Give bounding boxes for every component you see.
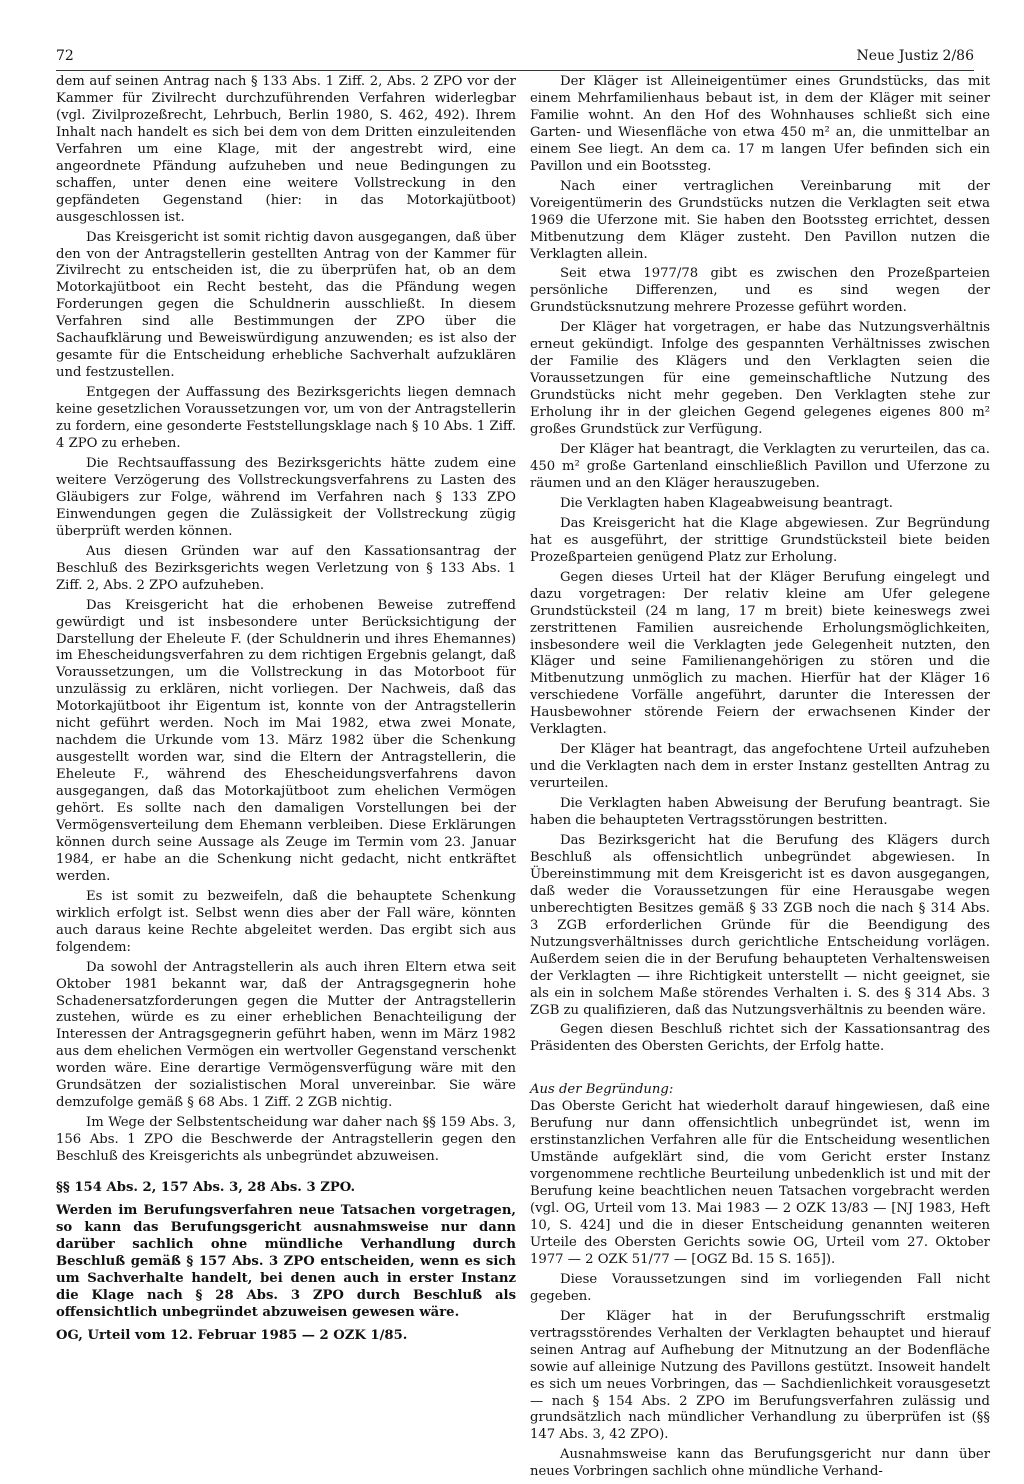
ruling-headnote: Werden im Berufungsverfahren neue Tatsachen vorgetragen, so kann das Berufungsgericht ausnahmsweise nur dann darüber sachlich ohne mündliche Verhandlung durch Beschluß gemäß § 157 Abs. 3 ZPO entscheiden, wenn es sich um Sachverhalte handelt, bei denen auch in erster Instanz die Klage nach § 28 Abs. 3 ZPO durch Beschluß als offensichtlich unbegründet abzuweisen gewesen wäre. [56, 1203, 516, 1320]
paragraph: dem auf seinen Antrag nach § 133 Abs. 1 Ziff. 2, Abs. 2 ZPO vor der Kammer für Zivilrecht durchzuführenden Verfahren widerlegbar (vgl. Zivilprozeßrecht, Lehrbuch, Berlin 1980, S. 462, 492). Ihrem Inhalt nach handelt es sich bei dem von dem Dritten einzuleitenden Verfahren um eine Klage, mit der angestrebt wird, eine angeordnete Pfändung aufzuheben und neue Bedingungen zu schaffen, unter denen eine weitere Vollstreckung in den gepfändeten Gegenstand (hier: in das Motorkajütboot) ausgeschlossen ist. [56, 74, 516, 225]
ruling-source: OG, Urteil vom 12. Februar 1985 — 2 OZK 1/85. [56, 1327, 408, 1343]
paragraph: Das Kreisgericht hat die erhobenen Beweise zutreffend gewürdigt und ist insbesondere unter Berücksichtigung der Darstellung der Eheleute F. (der Schuldnerin und ihres Ehemannes) im Ehescheidungsverfahren zu dem richtigen Ergebnis gelangt, daß Voraussetzungen, um die Vollstreckung in das Motorboot für unzulässig zu erklären, nicht vorliegen. Der Nachweis, daß das Motorkajütboot ihr Eigentum ist, konnte von der Antragstellerin nicht geführt werden. Noch im Mai 1982, etwa zwei Monate, nachdem die Urkunde vom 13. März 1982 über die Schenkung ausgestellt worden war, sind die Eltern der Antragstellerin, die Eheleute F., während des Ehescheidungsverfahrens davon ausgegangen, daß das Motorkajütboot zum ehelichen Vermögen gehört. Es sollte nach den damaligen Vorstellungen bei der Vermögensverteilung dem Ehemann verbleiben. Diese Erklärungen können durch seine Aussage als Zeuge im Termin vom 23. Januar 1984, er habe an die Schenkung nicht gedacht, nicht entkräftet werden. [56, 597, 516, 884]
paragraph: Entgegen der Auffassung des Bezirksgerichts liegen demnach keine gesetzlichen Voraussetzungen vor, um von der Antragstellerin zu fordern, eine gesonderte Feststellungsklage nach § 10 Abs. 1 Ziff. 4 ZPO zu erheben. [56, 385, 516, 452]
paragraph: Gegen diesen Beschluß richtet sich der Kassationsantrag des Präsidenten des Obersten Gerichts, der Erfolg hatte. [530, 1022, 990, 1055]
paragraph: Die Rechtsauffassung des Bezirksgerichts hätte zudem eine weitere Verzögerung des Vollstreckungsverfahrens zu Lasten des Gläubigers zur Folge, während im Verfahren nach § 133 ZPO Einwendungen gegen die Zulässigkeit der Vollstreckung zügig überprüft werden können. [56, 455, 516, 539]
ruling-heading: §§ 154 Abs. 2, 157 Abs. 3, 28 Abs. 3 ZPO. [56, 1180, 356, 1196]
paragraph: Seit etwa 1977/78 gibt es zwischen den Prozeßparteien persönliche Differenzen, und es sind wegen der Grundstücksnutzung mehrere Prozesse geführt worden. [530, 266, 990, 316]
paragraph: Nach einer vertraglichen Vereinbarung mit der Voreigentümerin des Grundstücks nutzen die Verklagten seit etwa 1969 die Uferzone mit. Sie haben den Bootssteg errichtet, dessen Mitbenutzung dem Kläger zusteht. Den Pavillon nutzen die Verklagten allein. [530, 178, 990, 262]
paragraph: Das Kreisgericht ist somit richtig davon ausgegangen, daß über den von der Antragstellerin gestellten Antrag von der Kammer für Zivilrecht zu entscheiden ist, die zu überprüfen hat, ob an dem Motorkajütboot ein Recht besteht, das die Pfändung wegen Forderungen gegen die Schuldnerin ausschließt. In diesem Verfahren sind alle Bestimmungen der ZPO über die Sachaufklärung und Beweiswürdigung anzuwenden; es ist also der gesamte für die Entscheidung erhebliche Sachverhalt aufzuklären und festzustellen. [56, 229, 516, 381]
paragraph: Der Kläger hat beantragt, das angefochtene Urteil aufzuheben und die Verklagten nach dem in erster Instanz gestellten Antrag zu verurteilen. [530, 742, 990, 792]
journal-issue: Neue Justiz 2/86 [856, 48, 974, 64]
header-rule [56, 70, 974, 71]
paragraph: Im Wege der Selbstentscheidung war daher nach §§ 159 Abs. 3, 156 Abs. 1 ZPO die Beschwerde der Antragstellerin gegen den Beschluß des Kreisgerichts als unbegründet abzuweisen. [56, 1115, 516, 1165]
paragraph: Der Kläger hat beantragt, die Verklagten zu verurteilen, das ca. 450 m² große Gartenland einschließlich Pavillon und Uferzone zu räumen und an den Kläger herauszugeben. [530, 442, 990, 491]
paragraph: Diese Voraussetzungen sind im vorliegenden Fall nicht gegeben. [530, 1271, 990, 1304]
left-column [56, 74, 516, 1348]
paragraph: Das Kreisgericht hat die Klage abgewiesen. Zur Begründung hat es ausgeführt, der strittige Grundstücksteil biete beiden Prozeßparteien genügend Platz zur Erholung. [530, 515, 990, 565]
paragraph: Gegen dieses Urteil hat der Kläger Berufung eingelegt und dazu vorgetragen: Der relativ kleine am Ufer gelegene Grundstücksteil (24 m lang, 17 m breit) biete keineswegs zwei zerstrittenen Familien ausreichende Erholungsmöglichkeiten, insbesondere weil die Verklagten jede Gelegenheit nutzten, den Kläger und seine Familienangehörigen zu stören und die Mitbenutzung unmöglich zu machen. Hierfür hat der Kläger 16 verschiedene Vorfälle angeführt, darunter die Interessen der Hausbewohner störende Feiern der erwachsenen Kinder der Verklagten. [530, 569, 990, 738]
paragraph: Das Oberste Gericht hat wiederholt darauf hingewiesen, daß eine Berufung nur dann offensichtlich unbegründet ist, wenn im erstinstanzlichen Verfahren alle für die Entscheidung wesentlichen Umstände aufgeklärt sind, die vom Gericht erster Instanz vorgenommene rechtliche Beurteilung unbedenklich ist und mit der Berufung keine beachtlichen neuen Tatsachen vorgebracht werden (vgl. OG, Urteil vom 13. Mai 1983 — 2 OZK 13/83 — [NJ 1983, Heft 10, S. 424] und die in dieser Entscheidung genannten weiteren Urteile des Obersten Gerichts sowie OG, Urteil vom 27. Oktober 1977 — 2 OZK 51/77 — [OGZ Bd. 15 S. 165]). [530, 1099, 990, 1267]
paragraph: Es ist somit zu bezweifeln, daß die behauptete Schenkung wirklich erfolgt ist. Selbst wenn dies aber der Fall wäre, könnten auch daraus keine Rechte abgeleitet werden. Das ergibt sich aus folgendem: [56, 888, 516, 955]
paragraph: Die Verklagten haben Klageabweisung beantragt. [560, 495, 893, 511]
paragraph: Der Kläger ist Alleineigentümer eines Grundstücks, das mit einem Mehrfamilienhaus bebaut ist, in dem der Kläger mit seiner Familie wohnt. An den Hof des Wohnhauses schließt sich eine Garten- und Wiesenfläche von etwa 450 m² an, die unmittelbar an einem See liegt. An dem ca. 17 m langen Ufer befinden sich ein Pavillon und ein Bootssteg. [530, 74, 990, 174]
paragraph: Die Verklagten haben Abweisung der Berufung beantragt. Sie haben die behaupteten Vertragsstörungen bestritten. [530, 796, 990, 829]
paragraph: Aus diesen Gründen war auf den Kassationsantrag der Beschluß des Bezirksgerichts wegen Verletzung von § 133 Abs. 1 Ziff. 2, Abs. 2 ZPO aufzuheben. [56, 543, 516, 593]
reasons-heading: Aus der Begründung: [530, 1082, 674, 1098]
paragraph: Der Kläger hat in der Berufungsschrift erstmalig vertragsstörendes Verhalten der Verklagten behauptet und hierauf seinen Antrag auf Aufhebung der Mitnutzung an der Bodenfläche sowie auf alleinige Nutzung des Pavillons gestützt. Insoweit handelt es sich um neues Vorbringen, das — Sachdienlichkeit vorausgesetzt — nach § 154 Abs. 2 ZPO im Berufungsverfahren zulässig und grundsätzlich nach mündlicher Verhandlung zu überprüfen ist (§§ 147 Abs. 3, 42 ZPO). [530, 1308, 990, 1443]
paragraph: Das Bezirksgericht hat die Berufung des Klägers durch Beschluß als offensichtlich unbegründet abgewiesen. In Übereinstimmung mit dem Kreisgericht ist es davon ausgegangen, daß weder die Voraussetzungen für eine Herausgabe wegen unberechtigten Besitzes gemäß § 33 ZGB noch die nach § 314 Abs. 3 ZGB erforderlichen Gründe für die Beendigung des Nutzungsverhältnisses durch gerichtliche Entscheidung vorlägen. Außerdem seien die in der Berufung behaupteten Verhaltensweisen der Verklagten — ihre Richtigkeit unterstellt — nicht geeignet, sie als ein in solchem Maße störendes Verhalten i. S. des § 314 Abs. 3 ZGB zu qualifizieren, daß das Nutzungsverhältnis zu beenden wäre. [530, 832, 990, 1018]
paragraph: Ausnahmsweise kann das Berufungsgericht nur dann über neues Vorbringen sachlich ohne mündliche Verhand- [530, 1447, 990, 1480]
page-number: 72 [56, 48, 74, 64]
paragraph: Der Kläger hat vorgetragen, er habe das Nutzungsverhältnis erneut gekündigt. Infolge des gespannten Verhältnisses zwischen der Familie des Klägers und den Verklagten seien die Voraussetzungen für eine gemeinschaftliche Nutzung des Grundstücks nicht mehr gegeben. Den Verklagten stehe zur Erholung ihr in der gleichen Gegend gelegenes eigenes 800 m² großes Grundstück zur Verfügung. [530, 320, 990, 438]
paragraph: Da sowohl der Antragstellerin als auch ihren Eltern etwa seit Oktober 1981 bekannt war, daß der Antragsgegnerin hohe Schadenersatzforderungen gegen die Mutter der Antragstellerin zustehen, würde es zu einer erheblichen Benachteiligung der Interessen der Antragsgegnerin geführt haben, wenn im März 1982 aus dem ehelichen Vermögen ein wertvoller Gegenstand verschenkt worden wäre. Eine derartige Vermögensverfügung wäre mit den Grundsätzen der sozialistischen Moral unvereinbar. Sie wäre demzufolge gemäß § 68 Abs. 1 Ziff. 2 ZGB nichtig. [56, 959, 516, 1111]
right-column [530, 74, 990, 1484]
